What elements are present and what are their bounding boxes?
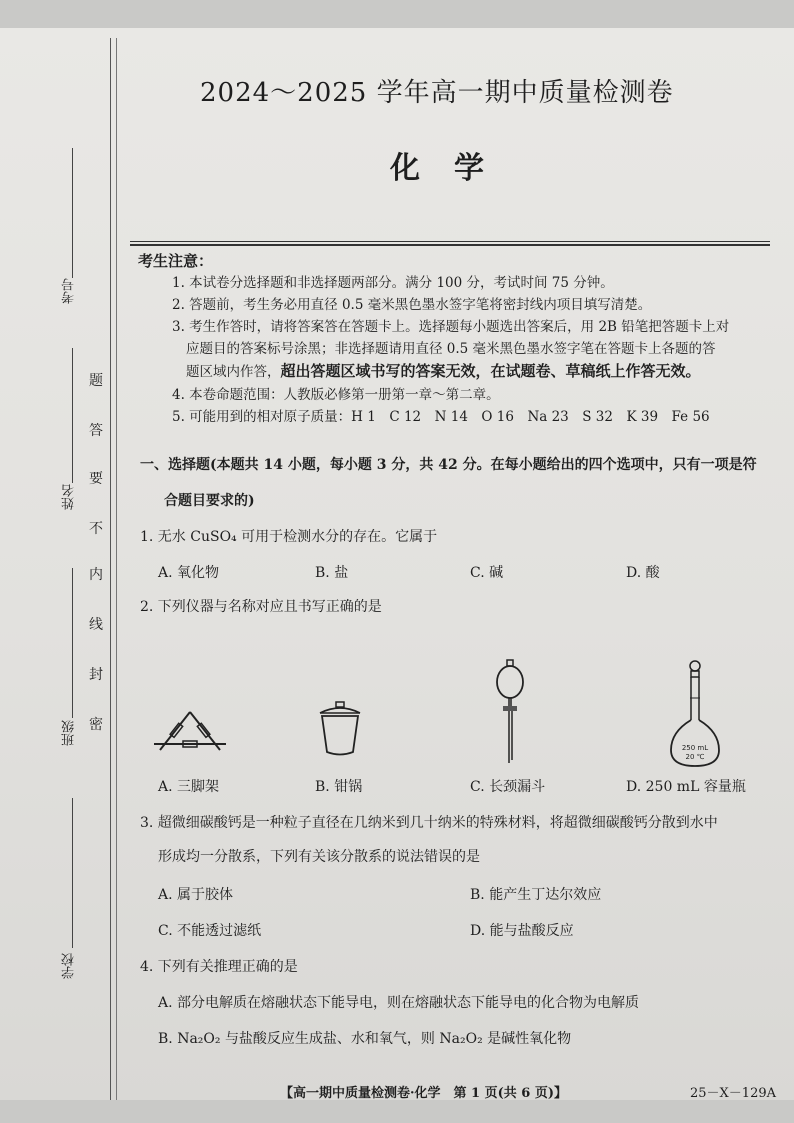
q3-option-d: D. 能与盐酸反应 — [470, 923, 574, 939]
q1-option-c: C. 碱 — [470, 565, 504, 581]
q1-stem: 1. 无水 CuSO₄ 可用于检测水分的存在。它属于 — [140, 529, 438, 545]
flask-label-volume: 250 mL — [681, 744, 709, 752]
school-blank — [72, 798, 73, 948]
volumetric-flask-icon — [665, 658, 725, 770]
school-label: 学校 — [62, 953, 77, 979]
note-4: 4. 本卷命题范围：人教版必修第一册第一章～第二章。 — [172, 387, 500, 403]
q2-option-d: D. 250 mL 容量瓶 — [626, 779, 746, 795]
q3-option-b: B. 能产生丁达尔效应 — [470, 887, 602, 903]
paper-code: 25－X－129A — [690, 1086, 776, 1101]
notes-heading: 考生注意： — [138, 252, 214, 270]
q2-option-b: B. 钳锅 — [315, 779, 363, 795]
exam-title: 2024～2025 学年高一期中质量检测卷 — [200, 78, 674, 108]
name-blank — [72, 348, 73, 483]
seal-char-2: 封 — [89, 667, 103, 683]
exam-no-label: 考号 — [62, 278, 77, 304]
q3-option-a: A. 属于胶体 — [158, 887, 234, 903]
section1-heading-cont: 合题目要求的) — [164, 493, 255, 509]
q1-option-d: D. 酸 — [626, 565, 660, 581]
seal-char-6: 要 — [89, 471, 103, 487]
q2-option-a: A. 三脚架 — [158, 779, 220, 795]
q2-stem: 2. 下列仪器与名称对应且书写正确的是 — [140, 599, 382, 615]
q4-option-b: B. Na₂O₂ 与盐酸反应生成盐、水和氧气，则 Na₂O₂ 是碱性氧化物 — [158, 1031, 572, 1047]
header-rule — [130, 241, 770, 242]
note-emphasis: 超出答题区域书写的答案无效，在试题卷、草稿纸上作答无效。 — [280, 362, 701, 380]
note-3-end-text: 题区域内作答， — [186, 364, 281, 380]
q3-option-c: C. 不能透过滤纸 — [158, 923, 262, 939]
seal-char-4: 内 — [89, 567, 103, 583]
class-blank — [72, 568, 73, 718]
page-footer: 【高一期中质量检测卷·化学 第 1 页(共 6 页)】 — [280, 1086, 568, 1101]
seal-char-5: 不 — [89, 521, 103, 537]
dropping-funnel-icon — [490, 658, 530, 768]
section1-heading: 一、选择题(本题共 14 小题，每小题 3 分，共 42 分。在每小题给出的四个选项中，只有一项是符 — [140, 457, 757, 473]
q2-option-c: C. 长颈漏斗 — [470, 779, 546, 795]
note-5: 5. 可能用到的相对原子质量：H 1 C 12 N 14 O 16 Na 23 S 32 K 39 Fe 56 — [172, 409, 710, 425]
binding-line — [110, 38, 111, 1100]
seal-char-3: 线 — [89, 617, 103, 633]
binding-strip — [0, 28, 115, 1100]
note-2: 2. 答题前，考生务必用直径 0.5 毫米黑色墨水签字笔将密封线内项目填写清楚。 — [172, 297, 652, 313]
seal-char-8: 题 — [89, 373, 103, 389]
note-3-end — [186, 360, 794, 383]
exam-paper — [0, 28, 794, 1100]
note-3: 3. 考生作答时，请将答案答在答题卡上。选择题每小题选出答案后，用 2B 铅笔把答题卡上对 — [172, 319, 730, 335]
seal-char-1: 密 — [89, 717, 103, 733]
tripod-triangle-icon — [150, 708, 230, 758]
note-1: 1. 本试卷分选择题和非选择题两部分。满分 100 分，考试时间 75 分钟。 — [172, 275, 614, 291]
note-3-cont: 应题目的答案标号涂黑；非选择题请用直径 0.5 毫米黑色墨水签字笔在答题卡上各题的答 — [186, 341, 716, 357]
binding-line-inner — [116, 38, 117, 1100]
flask-label-temp: 20 ℃ — [685, 753, 705, 761]
q1-option-b: B. 盐 — [315, 565, 349, 581]
q4-option-a: A. 部分电解质在熔融状态下能导电，则在熔融状态下能导电的化合物为电解质 — [158, 995, 640, 1011]
exam-no-blank — [72, 148, 73, 278]
q3-stem-cont: 形成均一分散系，下列有关该分散系的说法错误的是 — [158, 849, 480, 865]
q4-stem: 4. 下列有关推理正确的是 — [140, 959, 298, 975]
header-rule-thick — [130, 244, 770, 246]
crucible-icon — [315, 700, 365, 760]
exam-subject: 化学 — [390, 151, 518, 186]
q1-option-a: A. 氧化物 — [158, 565, 220, 581]
class-label: 班级 — [62, 720, 77, 746]
name-label: 姓名 — [62, 484, 77, 510]
q3-stem: 3. 超微细碳酸钙是一种粒子直径在几纳米到几十纳米的特殊材料，将超微细碳酸钙分散到水中 — [140, 815, 718, 831]
seal-char-7: 答 — [89, 423, 103, 439]
